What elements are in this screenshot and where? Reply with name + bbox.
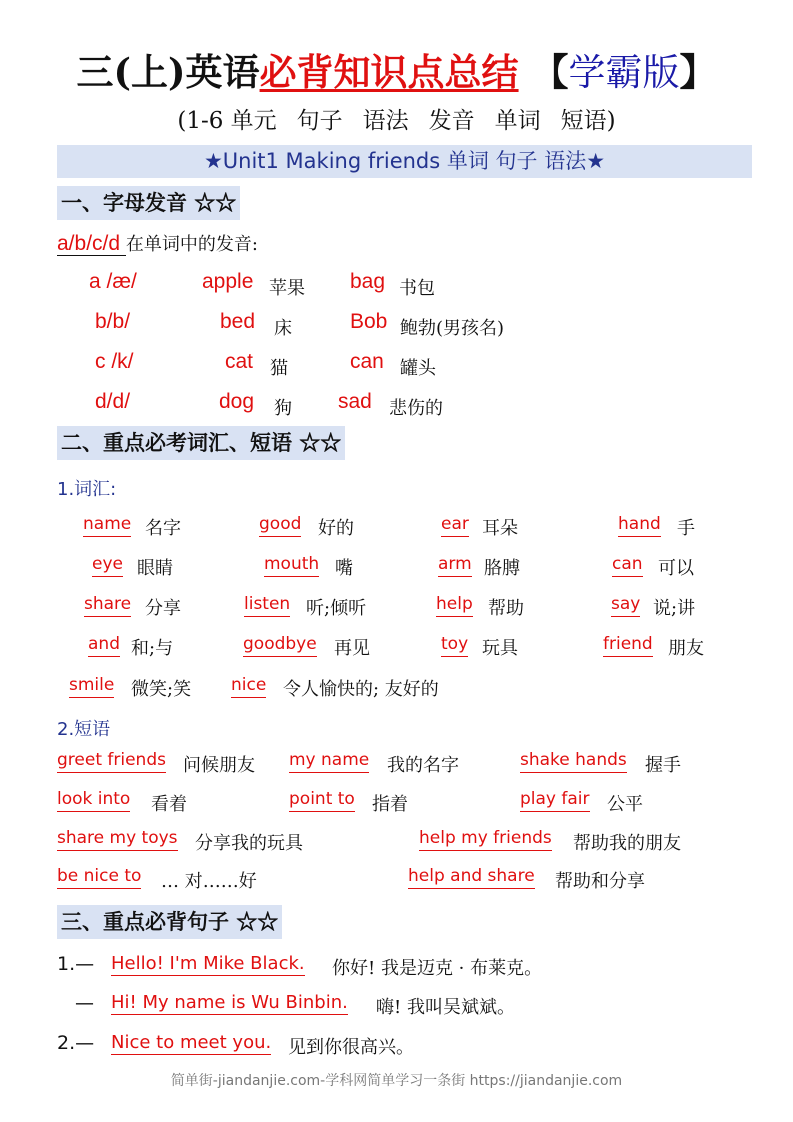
meaning: 悲伤的 bbox=[389, 398, 443, 419]
title-bracket-open: 【 bbox=[531, 50, 569, 94]
title-highlight: 必背知识点总结 bbox=[259, 50, 519, 94]
vocab-meaning: 手 bbox=[677, 518, 695, 539]
sound: b/b/ bbox=[95, 310, 131, 333]
phrase: my name bbox=[289, 750, 369, 773]
phrase-meaning: 指着 bbox=[372, 794, 408, 815]
phrase: greet friends bbox=[57, 750, 166, 773]
vocab-meaning: 胳膊 bbox=[484, 558, 520, 579]
section-heading-letter-sounds: 一、字母发音 ☆☆ bbox=[57, 186, 240, 220]
vocab-meaning: 帮助 bbox=[488, 598, 524, 619]
unit-banner: ★Unit1 Making friends 单词 句子 语法★ bbox=[57, 145, 752, 178]
word: bag bbox=[350, 270, 386, 293]
vocab-word: eye bbox=[92, 554, 123, 577]
phrase-label: 2.短语 bbox=[57, 719, 111, 740]
sentence-zh: 嗨! 我叫吴斌斌。 bbox=[376, 997, 515, 1018]
vocab-meaning: 眼睛 bbox=[137, 558, 173, 579]
vocab-word: nice bbox=[231, 675, 266, 698]
vocab-meaning: 好的 bbox=[318, 518, 354, 539]
vocab-word: hand bbox=[618, 514, 661, 537]
vocab-word: can bbox=[612, 554, 643, 577]
sound: d/d/ bbox=[95, 390, 131, 413]
meaning: 苹果 bbox=[269, 278, 305, 299]
subtitle-item: 语法 bbox=[362, 108, 409, 134]
sentence-number: 2.— bbox=[57, 1032, 95, 1054]
sentence-en: Hi! My name is Wu Binbin. bbox=[111, 992, 348, 1013]
subtitle-item: (1-6 单元 bbox=[177, 108, 277, 134]
sentence-en: Nice to meet you. bbox=[111, 1032, 272, 1053]
vocab-meaning: 再见 bbox=[334, 638, 370, 659]
subtitle-item: 单词 bbox=[494, 108, 541, 134]
sentence-number: 1.— bbox=[57, 953, 95, 975]
vocab-meaning: 名字 bbox=[145, 518, 181, 539]
vocab-meaning: 和;与 bbox=[131, 638, 174, 659]
title-bracket-close: 】 bbox=[679, 50, 717, 94]
vocab-word: listen bbox=[244, 594, 290, 617]
phrase: be nice to bbox=[57, 866, 141, 889]
sentence-zh: 见到你很高兴。 bbox=[288, 1037, 414, 1058]
vocab-word: help bbox=[436, 594, 473, 617]
phrase: share my toys bbox=[57, 828, 178, 851]
meaning: 猫 bbox=[270, 358, 288, 379]
phrase: help and share bbox=[408, 866, 535, 889]
meaning: 书包 bbox=[399, 278, 435, 299]
vocab-word: goodbye bbox=[243, 634, 317, 657]
vocab-word: smile bbox=[69, 675, 114, 698]
phrase: help my friends bbox=[419, 828, 552, 851]
vocab-word: friend bbox=[603, 634, 653, 657]
word: cat bbox=[225, 350, 254, 373]
phrase-meaning: 帮助我的朋友 bbox=[573, 833, 681, 854]
vocab-meaning: 可以 bbox=[658, 558, 694, 579]
subtitle-item: 句子 bbox=[296, 108, 343, 134]
vocab-word: share bbox=[84, 594, 131, 617]
meaning: 狗 bbox=[274, 398, 292, 419]
phrase: play fair bbox=[520, 789, 590, 812]
intro-text: 在单词中的发音: bbox=[125, 234, 258, 255]
vocab-word: arm bbox=[438, 554, 472, 577]
vocab-label: 1.词汇: bbox=[57, 479, 117, 500]
vocab-meaning: 嘴 bbox=[335, 558, 353, 579]
sentence-zh: 你好! 我是迈克 · 布莱克。 bbox=[332, 958, 543, 979]
vocab-word: good bbox=[259, 514, 301, 537]
phrase-meaning: 帮助和分享 bbox=[555, 871, 645, 892]
vocab-meaning: 微笑;笑 bbox=[131, 679, 192, 700]
vocab-word: toy bbox=[441, 634, 468, 657]
phrase-meaning: 我的名字 bbox=[387, 755, 459, 776]
vocab-word: mouth bbox=[264, 554, 319, 577]
vocab-word: and bbox=[88, 634, 120, 657]
word: can bbox=[350, 350, 384, 373]
title-edition: 学霸版 bbox=[568, 51, 680, 94]
phrase-meaning: 公平 bbox=[607, 794, 643, 815]
vocab-meaning: 令人愉快的; 友好的 bbox=[283, 679, 439, 700]
phrase-meaning: 握手 bbox=[645, 755, 681, 776]
letter-sounds-intro bbox=[57, 230, 258, 256]
footer-watermark: 简单街-jiandanjie.com-学科网简单学习一条街 https://jiandanjie.com bbox=[170, 1073, 623, 1089]
vocab-meaning: 听;倾听 bbox=[306, 598, 367, 619]
sentence-number: — bbox=[75, 992, 94, 1014]
sound: a /æ/ bbox=[89, 270, 137, 293]
phrase-meaning: 问候朋友 bbox=[183, 755, 255, 776]
vocab-meaning: 耳朵 bbox=[482, 518, 518, 539]
letters: a/b/c/d bbox=[57, 232, 126, 255]
meaning: 鲍勃(男孩名) bbox=[400, 318, 505, 339]
subtitle-item: 发音 bbox=[428, 108, 475, 134]
meaning: 床 bbox=[274, 318, 292, 339]
sound: c /k/ bbox=[95, 350, 134, 373]
section-heading-sentences: 三、重点必背句子 ☆☆ bbox=[57, 905, 282, 939]
phrase: look into bbox=[57, 789, 130, 812]
phrase: shake hands bbox=[520, 750, 627, 773]
title-grade: 三(上)英语 bbox=[76, 50, 260, 94]
word: bed bbox=[220, 310, 256, 333]
word: apple bbox=[202, 270, 254, 293]
subtitle bbox=[0, 104, 793, 138]
section-heading-vocabulary: 二、重点必考词汇、短语 ☆☆ bbox=[57, 426, 345, 460]
vocab-word: ear bbox=[441, 514, 469, 537]
phrase-meaning: … 对……好 bbox=[161, 871, 257, 892]
vocab-meaning: 分享 bbox=[145, 598, 181, 619]
vocab-word: name bbox=[83, 514, 131, 537]
word: sad bbox=[338, 390, 372, 413]
phrase-meaning: 看着 bbox=[151, 794, 187, 815]
vocab-meaning: 朋友 bbox=[668, 638, 704, 659]
phrase: point to bbox=[289, 789, 355, 812]
subtitle-item: 短语) bbox=[560, 108, 616, 134]
word: dog bbox=[219, 390, 255, 413]
meaning: 罐头 bbox=[400, 358, 436, 379]
phrase-meaning: 分享我的玩具 bbox=[195, 833, 303, 854]
vocab-meaning: 说;讲 bbox=[653, 598, 696, 619]
page-title bbox=[0, 44, 793, 101]
sentence-en: Hello! I'm Mike Black. bbox=[111, 953, 305, 974]
word: Bob bbox=[350, 310, 388, 333]
vocab-meaning: 玩具 bbox=[482, 638, 518, 659]
vocab-word: say bbox=[611, 594, 640, 617]
